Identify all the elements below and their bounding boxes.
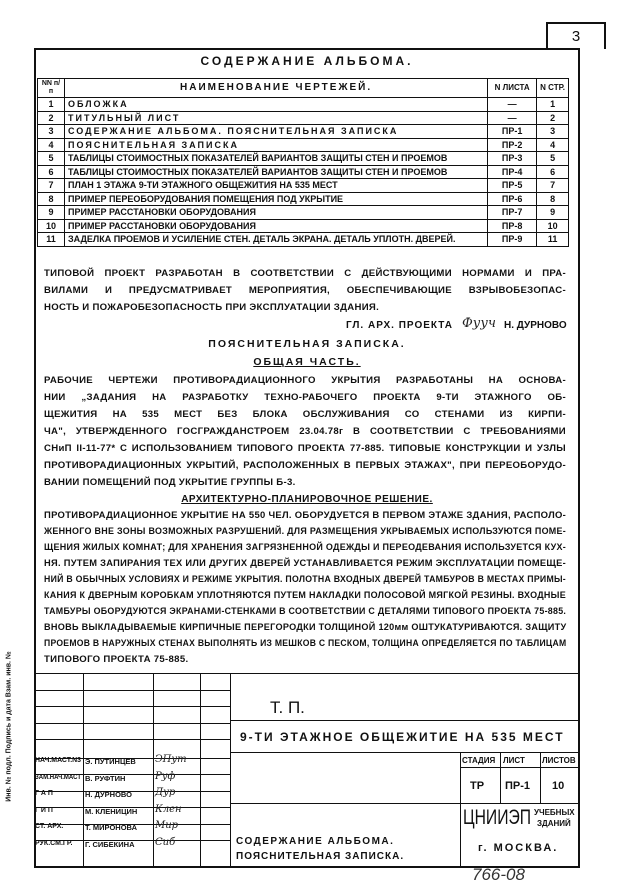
paragraph-line: ПРОТИВОРАДИАЦИОННОЕ УКРЫТИЕ НА 550 ЧЕЛ. ОБОРУДУЕТСЯ В ПЕРВОМ ЭТАЖЕ ЗДАНИЯ, РАСПОЛО- [44, 510, 567, 521]
cell-page: 1 [537, 98, 569, 112]
cell-name: ПРИМЕР РАССТАНОВКИ ОБОРУДОВАНИЯ [65, 206, 488, 220]
signature: Руф [155, 770, 176, 782]
signer-role: НАЧ.МАСТ.N3 [35, 757, 81, 764]
contents-title: СОДЕРЖАНИЕ АЛЬБОМА. [200, 54, 414, 68]
cell-page: 5 [537, 152, 569, 166]
chief-architect-name: Н. ДУРНОВО [504, 320, 567, 331]
table-row [38, 192, 569, 206]
cell-page: 7 [537, 179, 569, 193]
signer-name: В. РУФТИН [85, 773, 126, 783]
table-row [38, 98, 569, 112]
cell-page: 2 [537, 111, 569, 125]
cell-page: 3 [537, 125, 569, 139]
cell-num: 6 [38, 165, 65, 179]
signature: Мир [155, 820, 179, 831]
signer-name: М. КЛЕНИЦИН [85, 806, 138, 816]
table-row [38, 152, 569, 166]
cell-name: ПЛАН 1 ЭТАЖА 9-ТИ ЭТАЖНОГО ОБЩЕЖИТИЯ НА 535 МЕСТ [65, 179, 488, 193]
arch-section-title: АРХИТЕКТУРНО-ПЛАНИРОВОЧНОЕ РЕШЕНИЕ. [181, 494, 433, 505]
stage-value: ТР [470, 780, 485, 792]
city: г. МОСКВА. [478, 842, 559, 854]
table-header [38, 79, 569, 98]
signature: Сиб [155, 836, 176, 848]
organization-sub-2: ЗДАНИЙ [537, 819, 571, 828]
cell-num: 11 [38, 233, 65, 247]
cell-name: СОДЕРЖАНИЕ АЛЬБОМА. ПОЯСНИТЕЛЬНАЯ ЗАПИСКА [65, 125, 488, 139]
paragraph-line: ВАНИИ ПОМЕЩЕНИЙ ПОД УКРЫТИЕ ГРУППЫ Б-3. [44, 477, 296, 488]
table-row [38, 219, 569, 233]
table-row [38, 179, 569, 193]
cell-sheet: ПР-4 [488, 165, 537, 179]
cell-page: 4 [537, 138, 569, 152]
cell-page: 10 [537, 219, 569, 233]
cell-page: 8 [537, 192, 569, 206]
paragraph-line: ТИПОВОЙ ПРОЕКТ РАЗРАБОТАН В СООТВЕТСТВИИ С ДЕЙСТВУЮЩИМИ НОРМАМИ И ПРА- [44, 268, 566, 279]
cell-num: 8 [38, 192, 65, 206]
cell-sheet: ПР-6 [488, 192, 537, 206]
cell-sheet: ПР-9 [488, 233, 537, 247]
sheet-number-box: 3 [546, 22, 606, 49]
table-row [38, 206, 569, 220]
signer-name: Т. МИРОНОВА [85, 823, 137, 832]
signature: Дур [155, 787, 176, 798]
paragraph-line: ТИПОВОГО ПРОЕКТА 75-885. [44, 654, 189, 665]
cell-sheet: ПР-5 [488, 179, 537, 193]
table-row [38, 138, 569, 152]
doc-title-2: ПОЯСНИТЕЛЬНАЯ ЗАПИСКА. [236, 851, 405, 862]
cell-sheet: ПР-7 [488, 206, 537, 220]
paragraph-line: НОСТЬ И ПОЖАРОБЕЗОПАСНОСТЬ ПРИ ЭКСПЛУАТАЦИИ ЗДАНИЯ. [44, 302, 380, 313]
cell-num: 10 [38, 219, 65, 233]
signer-role: РУК.СМ.ГР. [35, 839, 73, 847]
cell-num: 9 [38, 206, 65, 220]
paragraph-line: ЩЕНИЯ ЖИЛЫХ КОМНАТ; ДЛЯ ХРАНЕНИЯ ЗАГРЯЗНЕННОЙ ОДЕЖДЫ И ПЕРЕОДЕВАНИЯ ИСПОЛЬЗУЕТСЯ КУХ- [44, 542, 566, 553]
paragraph-line: НИИ „ЗАДАНИЯ НА РАЗРАБОТКУ ТЕХНО-РАБОЧЕГО ПРОЕКТА 9-ТИ ЭТАЖНОГО ОБ- [44, 392, 566, 403]
cell-sheet: ПР-1 [488, 125, 537, 139]
cell-page: 9 [537, 206, 569, 220]
table-row [38, 233, 569, 247]
cell-name: ПРИМЕР РАССТАНОВКИ ОБОРУДОВАНИЯ [65, 219, 488, 233]
organization: ЦНИИЭП [463, 806, 531, 829]
signer-name: Э. ПУТИНЦЕВ [85, 757, 136, 766]
cell-sheet: ПР-8 [488, 219, 537, 233]
signer-name: Г. СИБЕКИНА [85, 839, 135, 849]
paragraph-line: ПРОТИВОРАДИАЦИОННЫХ УКРЫТИЙ, РАСПОЛОЖЕННЫХ В ПЕРВЫХ ЭТАЖАХ", ПРИ ПЕРЕОБОРУДО- [44, 460, 566, 471]
signer-role: Г А П [35, 790, 53, 797]
paragraph-line: СНиП II-11-77* С ИСПОЛЬЗОВАНИЕМ ТИПОВОГО ПРОЕКТА 77-885. ТИПОВЫЕ КОНСТРУКЦИИ И УЗЛЫ [44, 443, 566, 454]
paragraph-line: НЯ. ПУТЕМ ЗАПИРАНИЯ ТЕХ ИЛИ ДРУГИХ ДВЕРЕЙ УСТАНАВЛИВАЕТСЯ РЕЖИМ ЭКСПЛУАТАЦИИ ПОМЕЩЕ- [44, 558, 566, 569]
cell-name: ТАБЛИЦЫ СТОИМОСТНЫХ ПОКАЗАТЕЛЕЙ ВАРИАНТОВ ЗАЩИТЫ СТЕН И ПРОЕМОВ [65, 165, 488, 179]
sheets-value: 10 [552, 780, 565, 792]
cell-sheet: ПР-3 [488, 152, 537, 166]
table-row [38, 125, 569, 139]
cell-name: ПОЯСНИТЕЛЬНАЯ ЗАПИСКА [65, 138, 488, 152]
paragraph-line: КАНИЯ К ДВЕРНЫМ КОРОБКАМ УПЛОТНЯЮТСЯ ПУТЕМ НАКЛАДКИ ПОЛОСОВОЙ МЯГКОЙ РЕЗИНЫ. ВХОДНЫЕ [44, 590, 566, 601]
sheets-label: ЛИСТОВ [542, 756, 576, 765]
cell-name: ТИТУЛЬНЫЙ ЛИСТ [65, 111, 488, 125]
signer-name: Н. ДУРНОВО [85, 790, 132, 799]
paragraph-line: ПРОЕМОВ В НАРУЖНЫХ СТЕНАХ ВЫПОЛНЯТЬ ИЗ МЕШКОВ С ПЕСКОМ, ТОЛЩИНА ОПРЕДЕЛЯЕТСЯ ПО ТАБЛИЦАМ [44, 638, 567, 649]
sheet-value: ПР-1 [505, 780, 531, 792]
paragraph-line: ВИЛАМИ И ПРЕДУСМАТРИВАЕТ МЕРОПРИЯТИЯ, ОБЕСПЕЧИВАЮЩИЕ ВЗРЫВОБЕЗОПАС- [44, 285, 566, 296]
project-name: 9-ТИ ЭТАЖНОЕ ОБЩЕЖИТИЕ НА 535 МЕСТ [240, 730, 565, 744]
cell-num: 5 [38, 152, 65, 166]
cell-num: 4 [38, 138, 65, 152]
paragraph-line: ВНОВЬ ВЫКЛАДЫВАЕМЫЕ КИРПИЧНЫЕ ПЕРЕГОРОДКИ ТОЛЩИНОЙ 120мм ОШТУКАТУРИВАЮТСЯ. ЗАЩИТУ [44, 622, 567, 633]
paragraph-line: НИЙ В ОБЫЧНЫХ УСЛОВИЯХ И РЕЖИМЕ УКРЫТИЯ. ПОЛОТНА ВХОДНЫХ ДВЕРЕЙ ТАМБУРОВ В МЕСТАХ ПРИМЫ- [44, 574, 566, 585]
cell-name: ПРИМЕР ПЕРЕОБОРУДОВАНИЯ ПОМЕЩЕНИЯ ПОД УКРЫТИЕ [65, 192, 488, 206]
side-stamp-text: Инв. № подл. Подпись и дата Взам. инв. № [5, 651, 13, 802]
header-num: NN п/п [38, 79, 65, 98]
signer-role: ЗАМ.НАЧ.МАСТ [35, 773, 81, 781]
sheet-label: ЛИСТ [503, 756, 525, 765]
cell-name: ЗАДЕЛКА ПРОЕМОВ И УСИЛЕНИЕ СТЕН. ДЕТАЛЬ ЭКРАНА. ДЕТАЛЬ УПЛОТН. ДВЕРЕЙ. [65, 233, 488, 247]
album-number: 766-08 [472, 865, 525, 884]
paragraph-line: ЖЕННОГО ВНЕ ЗОНЫ ВОЗМОЖНЫХ РАЗРУШЕНИЙ. ДЛЯ РАЗМЕЩЕНИЯ УКРЫВАЕМЫХ ИСПОЛЬЗУЮТСЯ ПОМЕ- [44, 526, 566, 537]
doc-title-1: СОДЕРЖАНИЕ АЛЬБОМА. [236, 836, 395, 847]
side-stamp [2, 595, 12, 865]
header-page: N СТР. [537, 79, 569, 98]
cell-page: 6 [537, 165, 569, 179]
paragraph-line: ЧА", УТВЕРЖДЕННОГО ГОСГРАЖДАНСТРОЕМ 23.04.78г В СООТВЕТСТВИИ С ТРЕБОВАНИЯМИ [44, 426, 566, 437]
chief-architect-signature: Фууч [462, 316, 496, 331]
project-code: Т. П. [270, 698, 305, 717]
general-section-title: ОБЩАЯ ЧАСТЬ. [253, 356, 361, 368]
chief-architect-label: ГЛ. АРХ. ПРОЕКТА [346, 320, 453, 331]
cell-name: ТАБЛИЦЫ СТОИМОСТНЫХ ПОКАЗАТЕЛЕЙ ВАРИАНТОВ ЗАЩИТЫ СТЕН И ПРОЕМОВ [65, 152, 488, 166]
cell-num: 2 [38, 111, 65, 125]
header-sheet: N ЛИСТА [488, 79, 537, 98]
signer-role: СТ. АРХ. [35, 823, 64, 830]
signature: ЭПут [155, 754, 187, 765]
cell-num: 3 [38, 125, 65, 139]
table-row [38, 165, 569, 179]
table-row [38, 111, 569, 125]
cell-sheet: ПР-2 [488, 138, 537, 152]
cell-sheet: — [488, 111, 537, 125]
header-name: НАИМЕНОВАНИЕ ЧЕРТЕЖЕЙ. [65, 79, 488, 98]
organization-sub-1: УЧЕБНЫХ [534, 808, 575, 817]
stage-label: СТАДИЯ [462, 756, 496, 765]
cell-name: ОБЛОЖКА [65, 98, 488, 112]
cell-num: 7 [38, 179, 65, 193]
paragraph-line: РАБОЧИЕ ЧЕРТЕЖИ ПРОТИВОРАДИАЦИОННОГО УКРЫТИЯ РАЗРАБОТАНЫ НА ОСНОВА- [44, 375, 566, 386]
note-title: ПОЯСНИТЕЛЬНАЯ ЗАПИСКА. [208, 338, 406, 350]
paragraph-line: ЩЕЖИТИЯ НА 535 МЕСТ БЕЗ БЛОКА ОБСЛУЖИВАНИЯ СО СТЕНАМИ ИЗ КИРПИ- [44, 409, 566, 420]
signer-role: Г И П [35, 806, 53, 814]
signature: Клен [155, 803, 182, 815]
contents-table [37, 78, 569, 247]
cell-num: 1 [38, 98, 65, 112]
paragraph-line: ТАМБУРЫ ОБОРУДУЮТСЯ ЭКРАНАМИ-СТЕНКАМИ В СООТВЕТСТВИИ С ДЕТАЛЯМИ ТИПОВОГО ПРОЕКТА 75-885. [44, 606, 567, 617]
cell-sheet: — [488, 98, 537, 112]
cell-page: 11 [537, 233, 569, 247]
